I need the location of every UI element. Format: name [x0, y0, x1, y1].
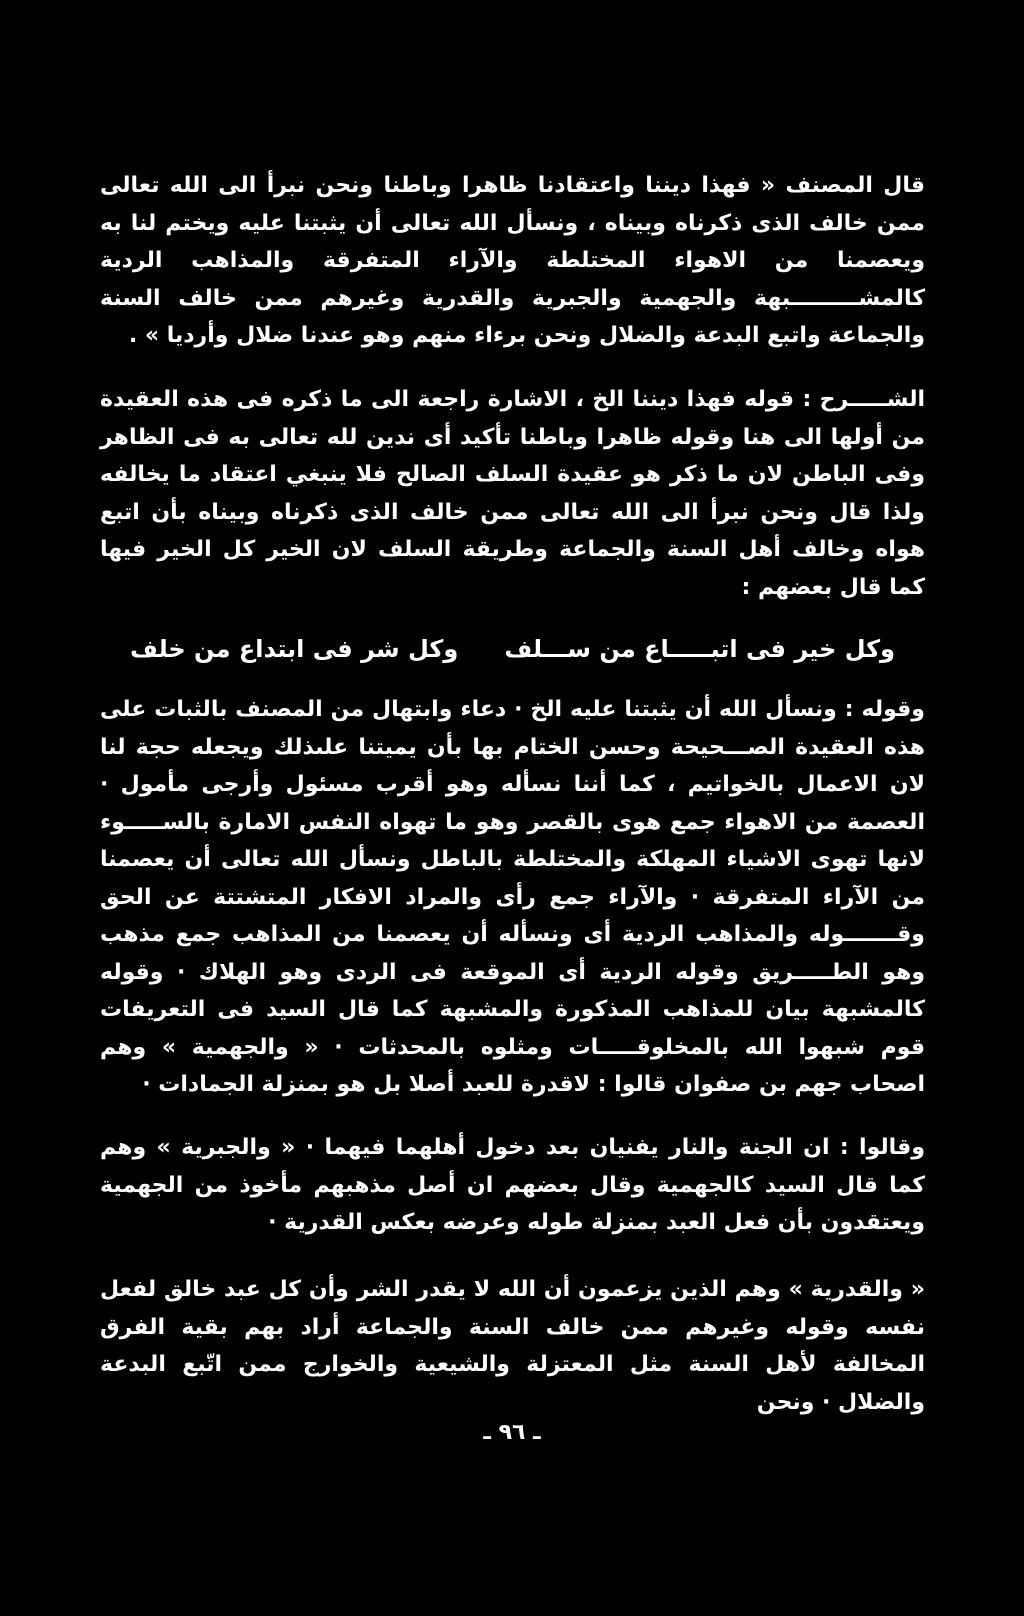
- paragraph-text: الشـــــرح : قوله فهذا ديننا الخ ، الاشارة راجعة الى ما ذكره فى هذه العقيدة من أولها الى هنا وقوله ظاهرا وباطنا تأكيد أى ندين لله تعالى به فى الظاهر وفى الباطن لان ما ذكر هو عقيدة السلف الصالح فلا ينبغي اعتقاد ما يخالفه ولذا قال ونحن نبرأ الى الله تعالى ممن خالف الذى ذكرناه وبيناه بأن اتبع هواه وخالف أهل السنة والجماعة وطريقة السلف لان الخير كل الخير فيها كما قال بعضهم :: [100, 387, 925, 600]
- paragraph-supplication: [100, 691, 925, 1104]
- paragraph-text: وقوله : ونسأل الله أن يثبتنا عليه الخ · دعاء وابتهال من المصنف بالثبات على هذه العقيدة الصـــحيحة وحسن الختام بها بأن يميتنا علىذلك ويجعله حجة لنا لان الاعمال بالخواتيم ، كما أننا نسأله وهو أقرب مسئول وأرجى مأمول · العصمة من الاهواء جمع هوى بالقصر وهو ما تهواه النفس الامارة بالســـــوء لانها تهوى الاشياء المهلكة والمختلطة بالباطل ونسأل الله تعالى أن يعصمنا من الآراء المتفرقة · والآراء جمع رأى والمراد الافكار المتشتتة عن الحق وقـــــــوله والمذاهب الردية أى ونسأله أن يعصمنا من المذاهب جمع مذهب وهو الطـــــريق وقوله الردية أى الموقعة فى الردى وهو الهلاك · وقوله كالمشبهة بيان للمذاهب المذكورة والمشبهة كما قال السيد فى التعريفات قوم شبهوا الله بالمخلوقـــــات ومثلوه بالمحدثات · « والجهمية » وهم اصحاب جهم بن صفوان قالوا : لاقدرة للعبد أصلا بل هو بمنزلة الجمادات ·: [100, 697, 925, 1097]
- paragraph-author-statement: [100, 167, 925, 355]
- paragraph-text: « والقدرية » وهم الذين يزعمون أن الله لا يقدر الشر وأن كل عبد خالق لفعل نفسه وقوله وغيرهم ممن خالف السنة والجماعة أراد بهم بقية الفرق المخالفة لأهل السنة مثل المعتزلة والشيعية والخوارج ممن اتّبع البدعة والضلال · ونحن: [100, 1277, 925, 1415]
- paragraph-text: قال المصنف « فهذا ديننا واعتقادنا ظاهرا وباطنا ونحن نبرأ الى الله تعالى ممن خالف الذى ذكرناه وبيناه ، ونسأل الله تعالى أن يثبتنا عليه ويختم لنا به ويعصمنا من الاهواء المختلطة والآراء المتفرقة والمذاهب الردية كالمشـــــــــبهة والجهمية والجبرية والقدرية وغيرهم ممن خالف السنة والجماعة واتبع البدعة والضلال ونحن برءاء منهم وهو عندنا ضلال وأرديا » .: [100, 173, 925, 348]
- page-number: ـ ٩٦ ـ: [483, 1420, 541, 1445]
- verse-first-hemistich: وكل خير فى اتبـــــاع من ســـلف: [504, 635, 895, 663]
- paragraph-commentary: [100, 381, 925, 606]
- paragraph-text: وقالوا : ان الجنة والنار يفنيان بعد دخول أهلهما فيهما · « والجبرية » وهم كما قال السيد كالجهمية وقال بعضهم ان أصل مذهبهم مأخوذ من الجهمية ويعتقدون بأن فعل العبد بمنزلة طوله وعرضه بعكس القدرية ·: [100, 1135, 925, 1235]
- poetry-verse: [100, 631, 925, 667]
- verse-second-hemistich: وكل شر فى ابتداع من خلف: [130, 635, 459, 663]
- paragraph-qadariyya: [100, 1271, 925, 1421]
- paragraph-jahmiyya: [100, 1129, 925, 1242]
